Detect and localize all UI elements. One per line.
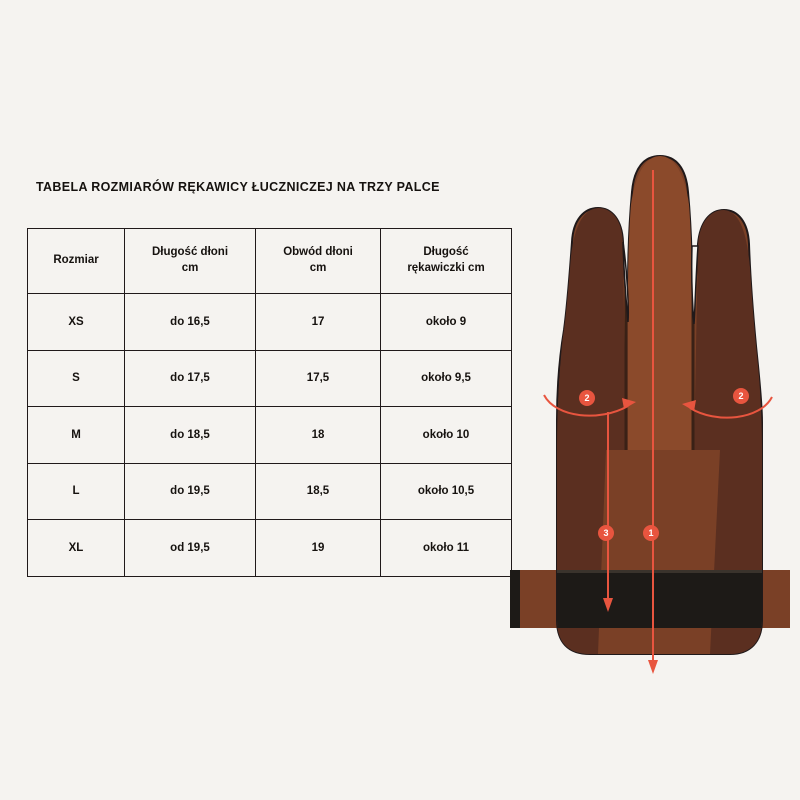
cell-hand-length: do 18,5 <box>125 407 256 464</box>
column-header-hand-circumference-line1: Obwód dłoni <box>283 246 353 259</box>
table-row <box>28 463 512 520</box>
column-header-hand-circumference <box>256 229 381 294</box>
measure-badge-2-left: 2 <box>579 390 595 406</box>
cell-size: XS <box>28 294 125 351</box>
cell-hand-circumference: 17 <box>256 294 381 351</box>
cell-size: XL <box>28 520 125 577</box>
finger-left-shade <box>557 208 626 450</box>
measure-badge-3: 3 <box>598 525 614 541</box>
cell-glove-length: około 9,5 <box>381 350 512 407</box>
palm-strap-edge <box>550 570 770 573</box>
table-row <box>28 350 512 407</box>
glove-illustration <box>510 150 790 690</box>
cell-hand-circumference: 18 <box>256 407 381 464</box>
glove-diagram <box>510 150 790 690</box>
table-row <box>28 407 512 464</box>
cell-hand-length: do 16,5 <box>125 294 256 351</box>
table-row <box>28 294 512 351</box>
cell-hand-length: od 19,5 <box>125 520 256 577</box>
finger-middle-shade <box>628 156 692 450</box>
cell-glove-length: około 11 <box>381 520 512 577</box>
cell-hand-circumference: 17,5 <box>256 350 381 407</box>
cell-hand-length: do 19,5 <box>125 463 256 520</box>
cell-size: M <box>28 407 125 464</box>
column-header-glove-length-line1: Długość <box>423 246 469 259</box>
cell-glove-length: około 10,5 <box>381 463 512 520</box>
cell-glove-length: około 10 <box>381 407 512 464</box>
column-header-hand-length-line1: Długość dłoni <box>151 246 229 259</box>
table-row <box>28 520 512 577</box>
size-table-container <box>27 228 507 577</box>
measure-badge-1: 1 <box>643 525 659 541</box>
column-header-glove-length-line2: rękawiczki cm <box>407 262 485 274</box>
page-title: TABELA ROZMIARÓW RĘKAWICY ŁUCZNICZEJ NA TRZY PALCE <box>36 180 440 194</box>
table-header-row <box>28 229 512 294</box>
table-header <box>28 229 512 294</box>
cell-glove-length: około 9 <box>381 294 512 351</box>
column-header-glove-length <box>381 229 512 294</box>
cell-size: L <box>28 463 125 520</box>
cell-hand-length: do 17,5 <box>125 350 256 407</box>
column-header-hand-length-line2: cm <box>181 262 199 274</box>
size-table <box>27 228 512 577</box>
table-body <box>28 294 512 577</box>
column-header-size-line1: Rozmiar <box>53 254 99 267</box>
palm-strap-band <box>550 570 770 628</box>
column-header-hand-length <box>125 229 256 294</box>
cell-hand-circumference: 19 <box>256 520 381 577</box>
column-header-hand-circumference-line2: cm <box>309 262 327 274</box>
measure-badge-2-right: 2 <box>733 388 749 404</box>
cell-hand-circumference: 18,5 <box>256 463 381 520</box>
column-header-size <box>28 229 125 294</box>
cell-size: S <box>28 350 125 407</box>
